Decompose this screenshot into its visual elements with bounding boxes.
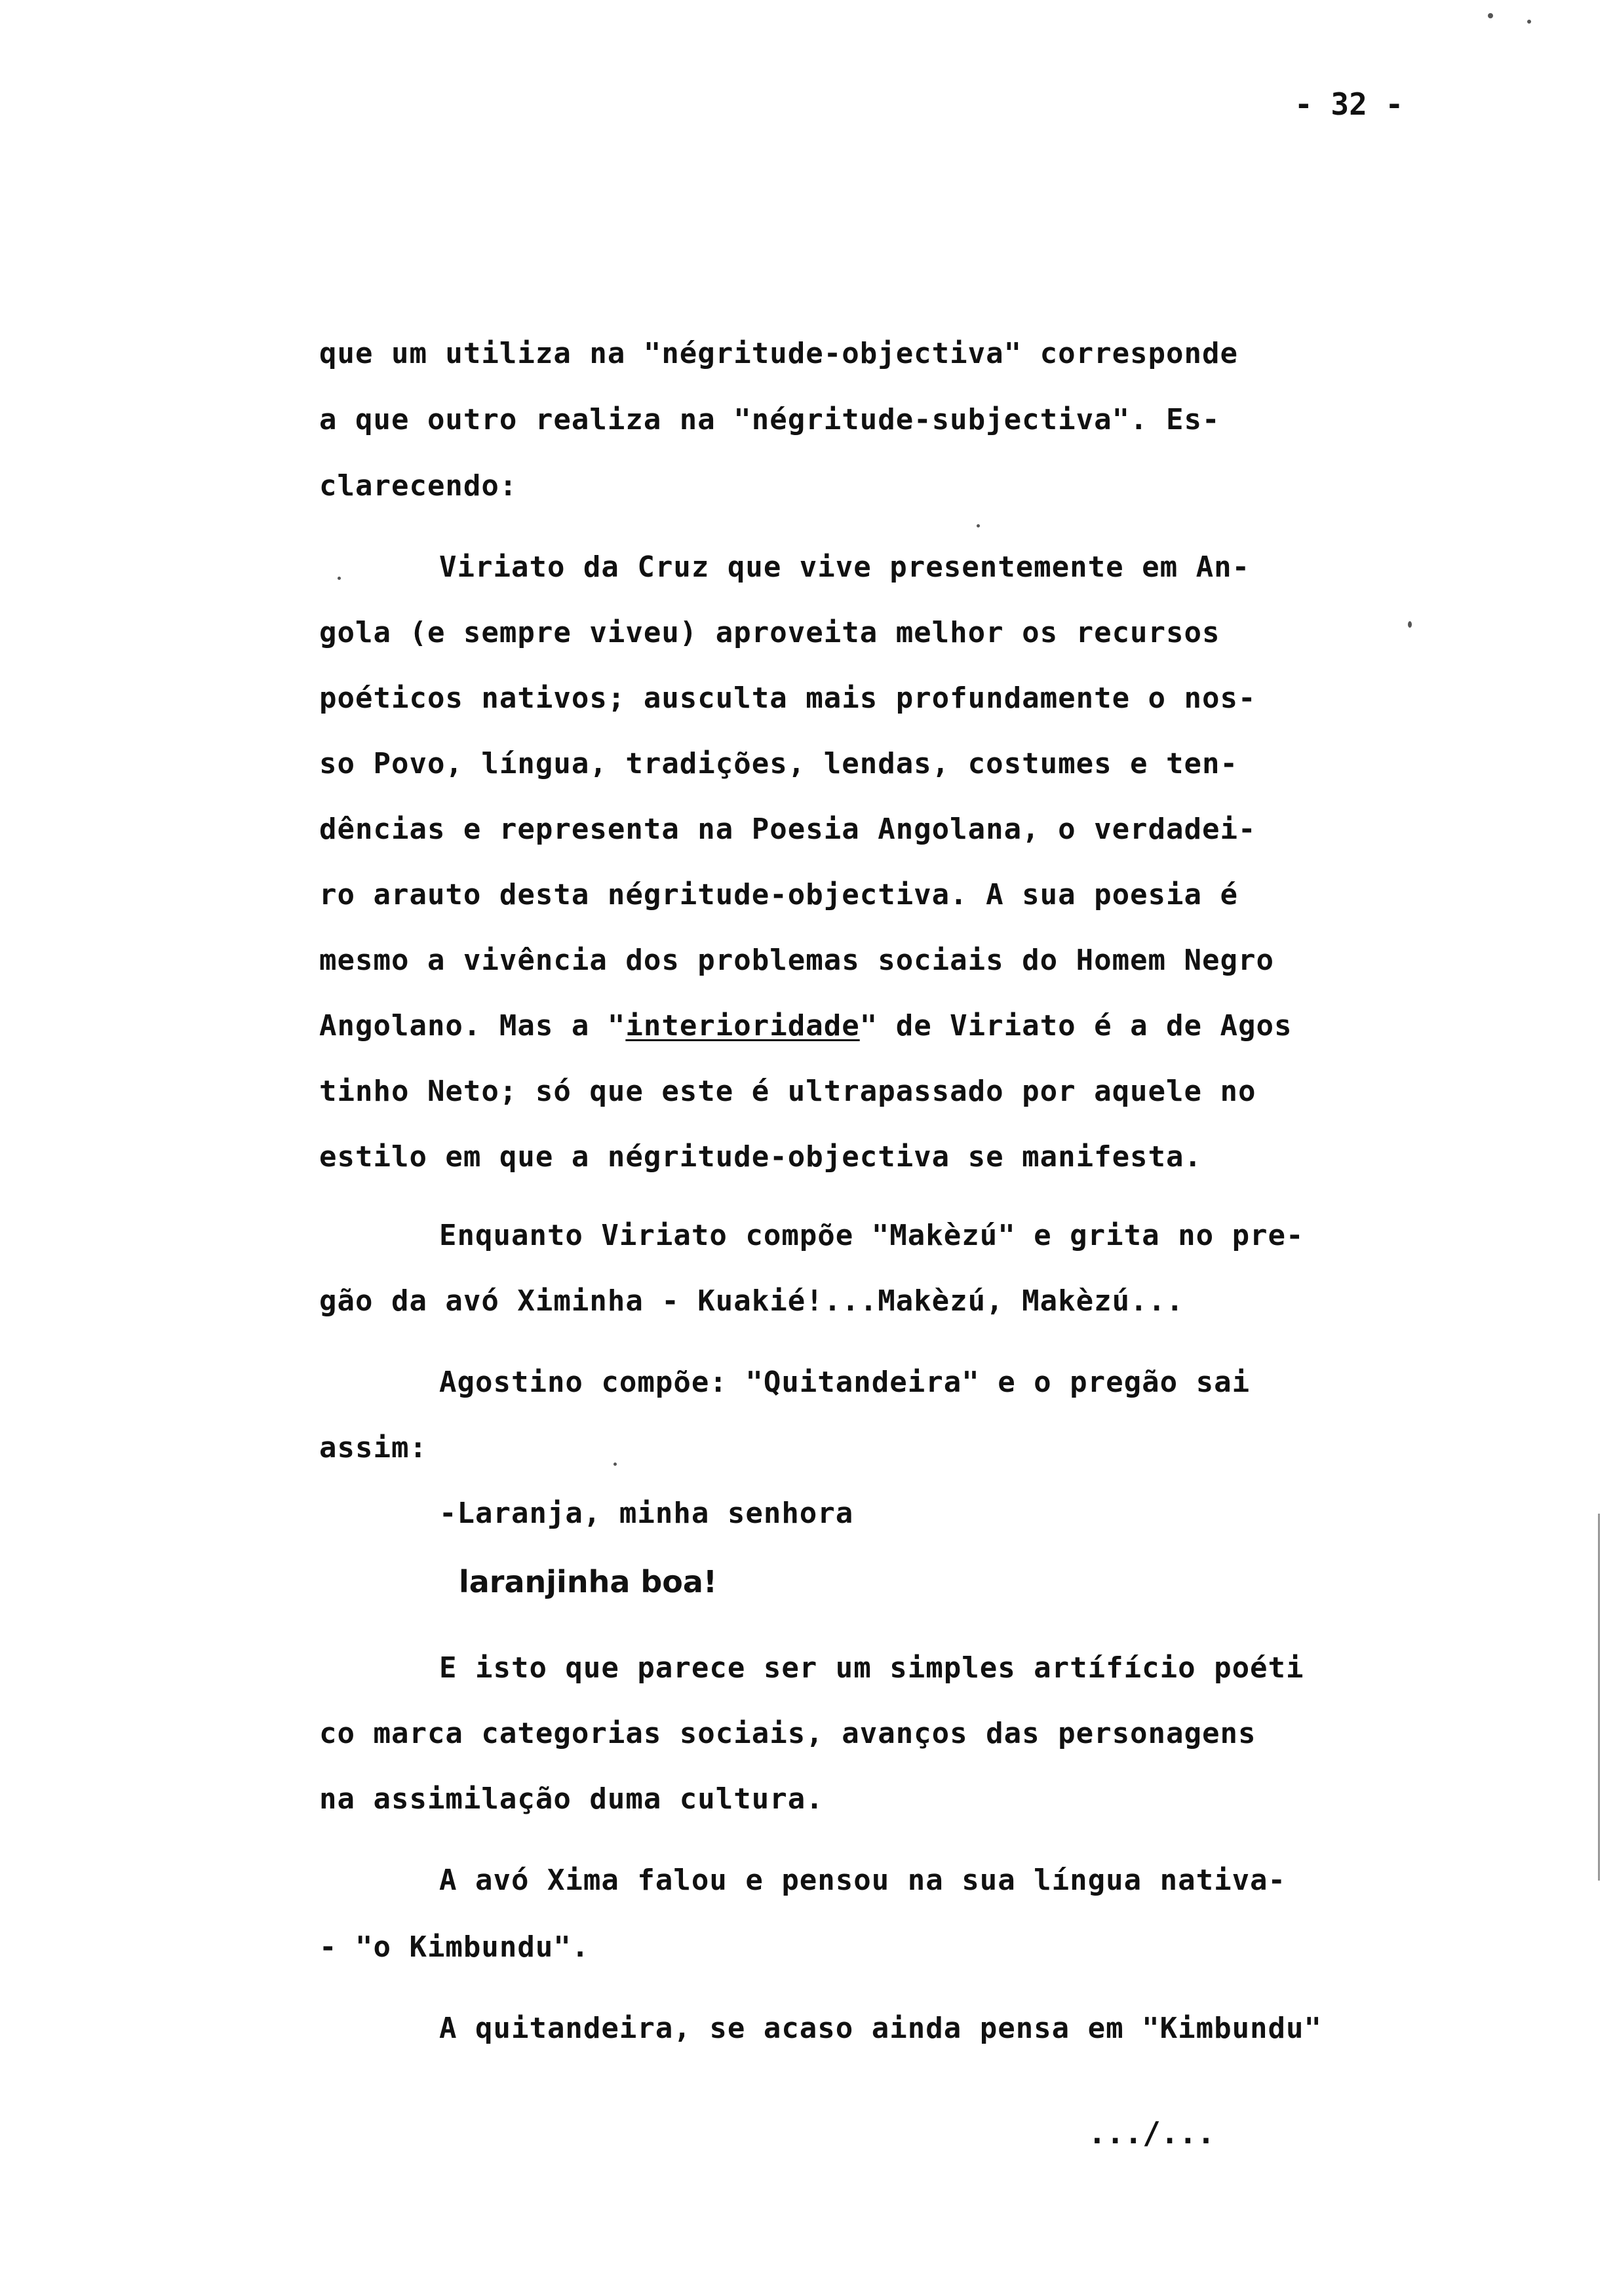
text-line: mesmo a vivência dos problemas sociais do Homem Negro: [319, 944, 1274, 977]
text-line: Enquanto Viriato compõe "Makèzú" e grita no pre-: [439, 1219, 1304, 1252]
quote-line: -Laranja, minha senhora: [439, 1497, 854, 1530]
text-line: tinho Neto; só que este é ultrapassado por aquele no: [319, 1075, 1256, 1108]
quote-line: laranjinha boa!: [459, 1564, 717, 1599]
page-number: - 32 -: [1294, 86, 1404, 122]
scan-speck: [977, 524, 980, 527]
text-line: clarecendo:: [319, 469, 518, 503]
text-line: ro arauto desta négritude-objectiva. A sua poesia é: [319, 878, 1239, 911]
continuation-mark: .../...: [1088, 2115, 1215, 2151]
text-line: que um utiliza na "négritude-objectiva" corresponde: [319, 337, 1239, 370]
text-line: Agostino compõe: "Quitandeira" e o pregão sai: [439, 1366, 1251, 1399]
text-line: estilo em que a négritude-objectiva se manifesta.: [319, 1140, 1203, 1174]
text-line: gão da avó Ximinha - Kuakié!...Makèzú, Makèzú...: [319, 1284, 1184, 1318]
text-segment: Angolano. Mas a ": [319, 1009, 626, 1043]
text-line: A quitandeira, se acaso ainda pensa em "Kimbundu": [439, 2012, 1323, 2045]
text-line: gola (e sempre viveu) aproveita melhor os recursos: [319, 616, 1220, 649]
scan-margin-mark: [1598, 1514, 1600, 1881]
scan-speck: [1488, 13, 1493, 18]
text-line: - "o Kimbundu".: [319, 1930, 590, 1964]
text-segment: " de Viriato é a de Agos: [859, 1009, 1293, 1043]
text-line: poéticos nativos; ausculta mais profundamente o nos-: [319, 681, 1256, 715]
text-line: assim:: [319, 1431, 427, 1464]
text-line: A avó Xima falou e pensou na sua língua nativa-: [439, 1864, 1287, 1897]
text-line: [319, 1008, 1292, 1044]
text-line: co marca categorias sociais, avanços das personagens: [319, 1717, 1256, 1750]
text-line: na assimilação duma cultura.: [319, 1782, 824, 1816]
text-line: so Povo, língua, tradições, lendas, costumes e ten-: [319, 747, 1239, 780]
scan-speck: [338, 577, 341, 580]
underlined-term: interioridade: [625, 1009, 860, 1043]
scan-speck: [1527, 20, 1531, 24]
text-line: dências e representa na Poesia Angolana, o verdadei-: [319, 813, 1256, 846]
scan-speck: [1408, 621, 1412, 628]
text-line: E isto que parece ser um simples artífício poéti: [439, 1651, 1304, 1685]
text-line: a que outro realiza na "négritude-subjectiva". Es-: [319, 403, 1220, 436]
scan-speck: [613, 1463, 617, 1466]
text-line: Viriato da Cruz que vive presentemente em An-: [439, 550, 1251, 584]
